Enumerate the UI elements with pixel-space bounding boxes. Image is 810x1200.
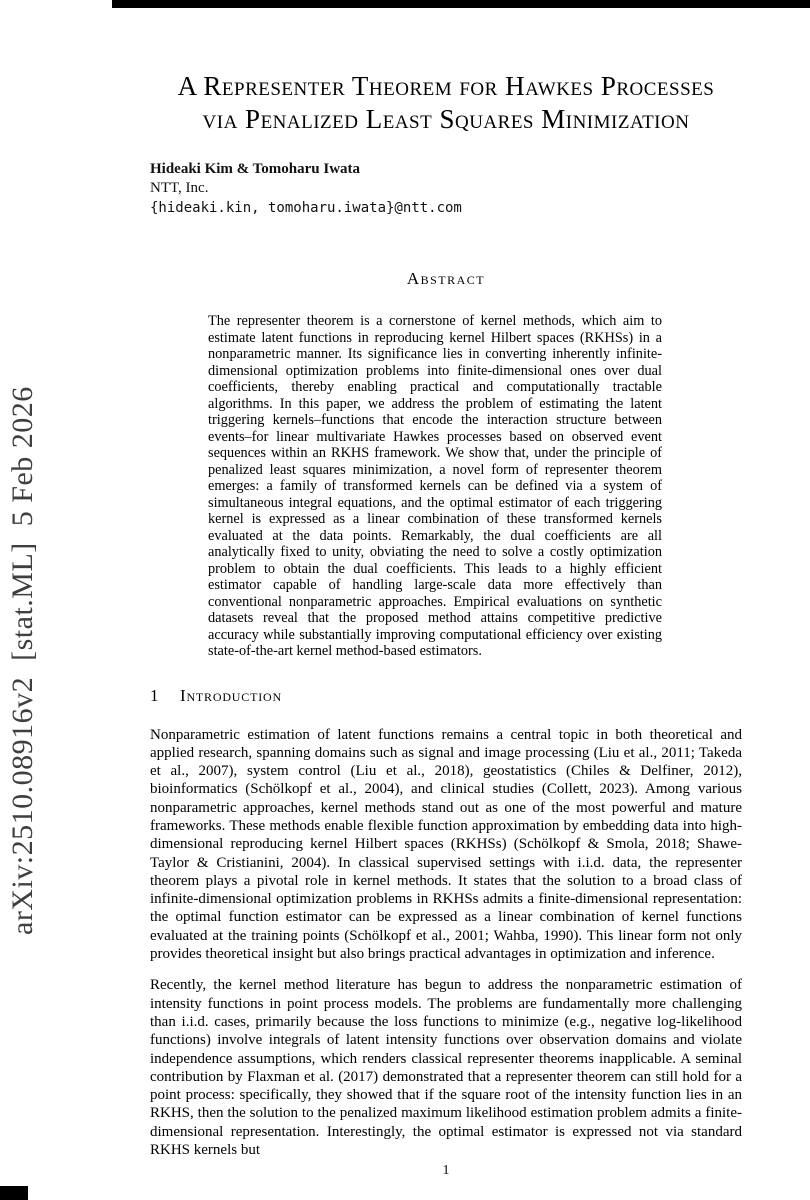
page-footer [150,1163,742,1179]
viewer-edge-bottom-left [0,1186,28,1200]
intro-paragraph-2: Recently, the kernel method literature has begun to address the nonparametric estimation of intensity functions in point process models. The problems are fundamentally more challenging than i.i.d. cases, primarily because the loss functions to minimize (e.g., negative log-likelihood functions) involve integrals of latent intensity functions over observation domains and violate independence assumptions, which renders classical representer theorems inapplicable. A seminal contribution by Flaxman et al. (2017) demonstrated that a representer theorem can still hold for a point process: specifically, they showed that if the square root of the intensity function lies in an RKHS, then the solution to the penalized maximum likelihood estimation problem admits a finite-dimensional representation. Interestingly, the optimal estimator is expressed not via standard RKHS kernels but [150,977,742,1159]
section-heading-introduction [150,686,742,706]
abstract-heading: Abstract [406,269,486,288]
introduction-section [150,686,742,1160]
author-names: Hideaki Kim & Tomoharu Iwata [150,161,361,177]
abstract-text: The representer theorem is a cornerstone of kernel methods, which aim to estimate latent functions in reproducing kernel Hilbert spaces (RKHSs) in a nonparametric manner. Its significance lies in converting inherently infinite-dimensional optimization problems into finite-dimensional ones over dual coefficients, thereby enabling practical and computationally tractable algorithms. In this paper, we address the problem of estimating the latent triggering kernels–functions that encode the interaction structure between events–for linear multivariate Hawkes processes based on observed event sequences within an RKHS framework. We show that, under the principle of penalized least squares minimization, a novel form of representer theorem emerges: a family of transformed kernels can be defined via a system of simultaneous integral equations, and the optimal estimator of each triggering kernel is expressed as a linear combination of these transformed kernels evaluated at the data points. Remarkably, the dual coefficients are all analytically fixed to unity, obviating the need to solve a costly optimization problem to obtain the dual coefficients. This leads to a highly efficient estimator capable of handling large-scale data more effectively than conventional nonparametric approaches. Empirical evaluations on synthetic datasets reveal that the proposed method attains competitive predictive accuracy while substantially improving computational efficiency over existing state-of-the-art kernel method-based estimators. [208,313,662,659]
author-block [150,160,742,219]
page-number: 1 [442,1163,450,1178]
paper-content [150,0,742,1159]
paper-title-line2: via Penalized Least Squares Minimization [202,104,690,134]
section-title: Introduction [180,685,282,705]
intro-paragraph-1: Nonparametric estimation of latent functions remains a central topic in both theoretical and applied research, spanning domains such as signal and image processing (Liu et al., 2011; Takeda et al., 2007), system control (Liu et al., 2018), geostatistics (Chiles & Delfiner, 2012), bioinformatics (Schölkopf et al., 2004), and clinical studies (Collett, 2023). Among various nonparametric approaches, kernel methods stand out as one of the most powerful and mature frameworks. These methods enable flexible function approximation by embedding data into high-dimensional reproducing kernel Hilbert spaces (RKHSs) (Schölkopf & Smola, 2018; Shawe-Taylor & Cristianini, 2004). In classical supervised settings with i.i.d. data, the representer theorem plays a pivotal role in kernel methods. It states that the solution to a broad class of infinite-dimensional optimization problems in RKHSs admits a finite-dimensional representation: the optimal function estimator can be expressed as a linear combination of kernel functions evaluated at the training points (Schölkopf et al., 2001; Wahba, 1990). This linear form not only provides theoretical insight but also brings practical advantages in optimization and inference. [150,726,742,963]
author-affiliation: NTT, Inc. [150,180,209,196]
abstract-section [150,269,742,660]
paper-title-line1: A Representer Theorem for Hawkes Processes [177,71,715,101]
arxiv-watermark: arXiv:2510.08916v2 [stat.ML] 5 Feb 2026 [6,386,39,935]
title-block [104,70,788,136]
author-email: {hideaki.kin, tomoharu.iwata}@ntt.com [150,200,462,216]
section-number: 1 [150,685,159,705]
